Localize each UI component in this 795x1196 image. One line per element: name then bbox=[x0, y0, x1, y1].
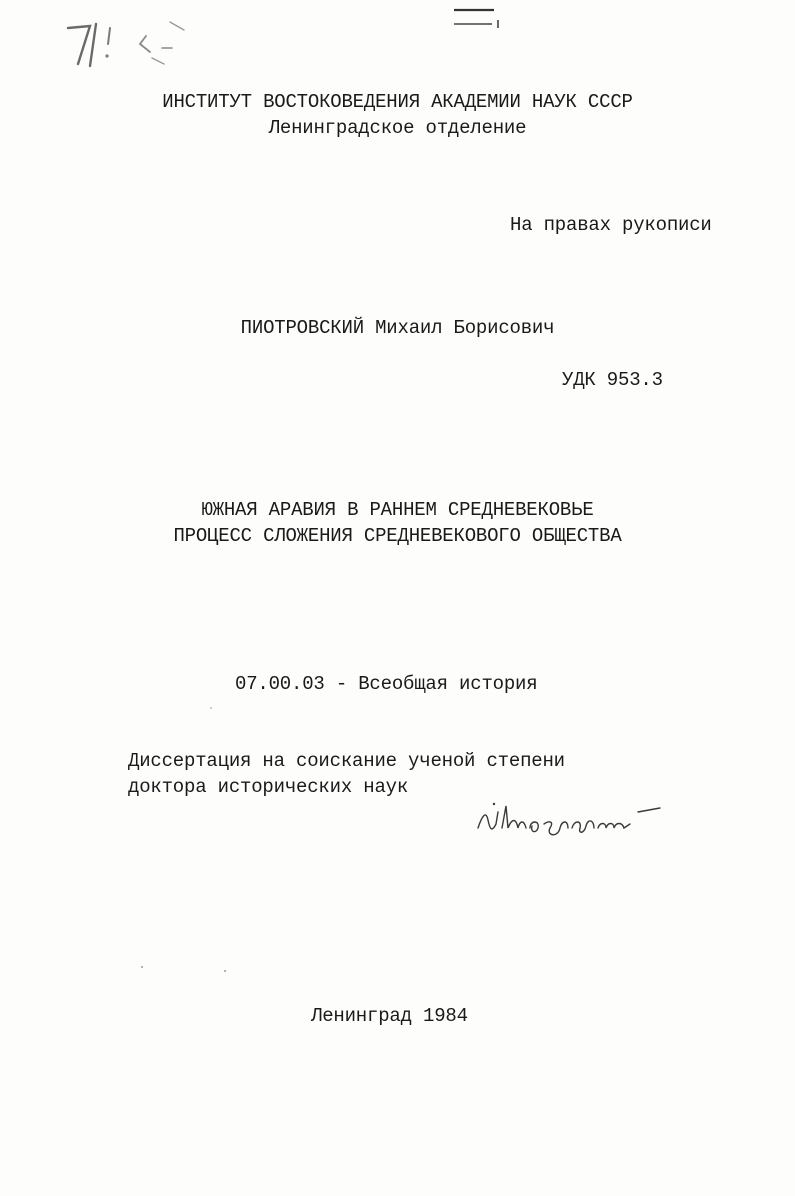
title-line-1: ЮЖНАЯ АРАВИЯ В РАННЕМ СРЕДНЕВЕКОВЬЕ bbox=[201, 499, 594, 521]
author-name: ПИОТРОВСКИЙ Михаил Борисович bbox=[240, 317, 555, 339]
degree-line-2: доктора исторических наук bbox=[128, 776, 409, 798]
degree-line-1: Диссертация на соискание ученой степени bbox=[128, 750, 565, 772]
specialty-code: 07.00.03 - Всеобщая история bbox=[235, 673, 538, 695]
author-signature bbox=[474, 798, 674, 844]
paper-speck bbox=[210, 707, 212, 709]
place-and-year: Ленинград 1984 bbox=[311, 1005, 468, 1027]
udc-code: УДК 953.3 bbox=[562, 369, 663, 391]
title-line-2: ПРОЦЕСС СЛОЖЕНИЯ СРЕДНЕВЕКОВОГО ОБЩЕСТВА bbox=[173, 525, 622, 547]
institute-heading: ИНСТИТУТ ВОСТОКОВЕДЕНИЯ АКАДЕМИИ НАУК СССР bbox=[162, 91, 633, 113]
branch-subheading: Ленинградское отделение bbox=[268, 117, 527, 139]
paper-speck bbox=[224, 970, 226, 972]
paper-speck bbox=[141, 966, 143, 968]
top-rule-mark bbox=[452, 4, 506, 30]
manuscript-rights-note: На правах рукописи bbox=[510, 214, 712, 236]
archive-mark-handwriting bbox=[60, 14, 200, 72]
